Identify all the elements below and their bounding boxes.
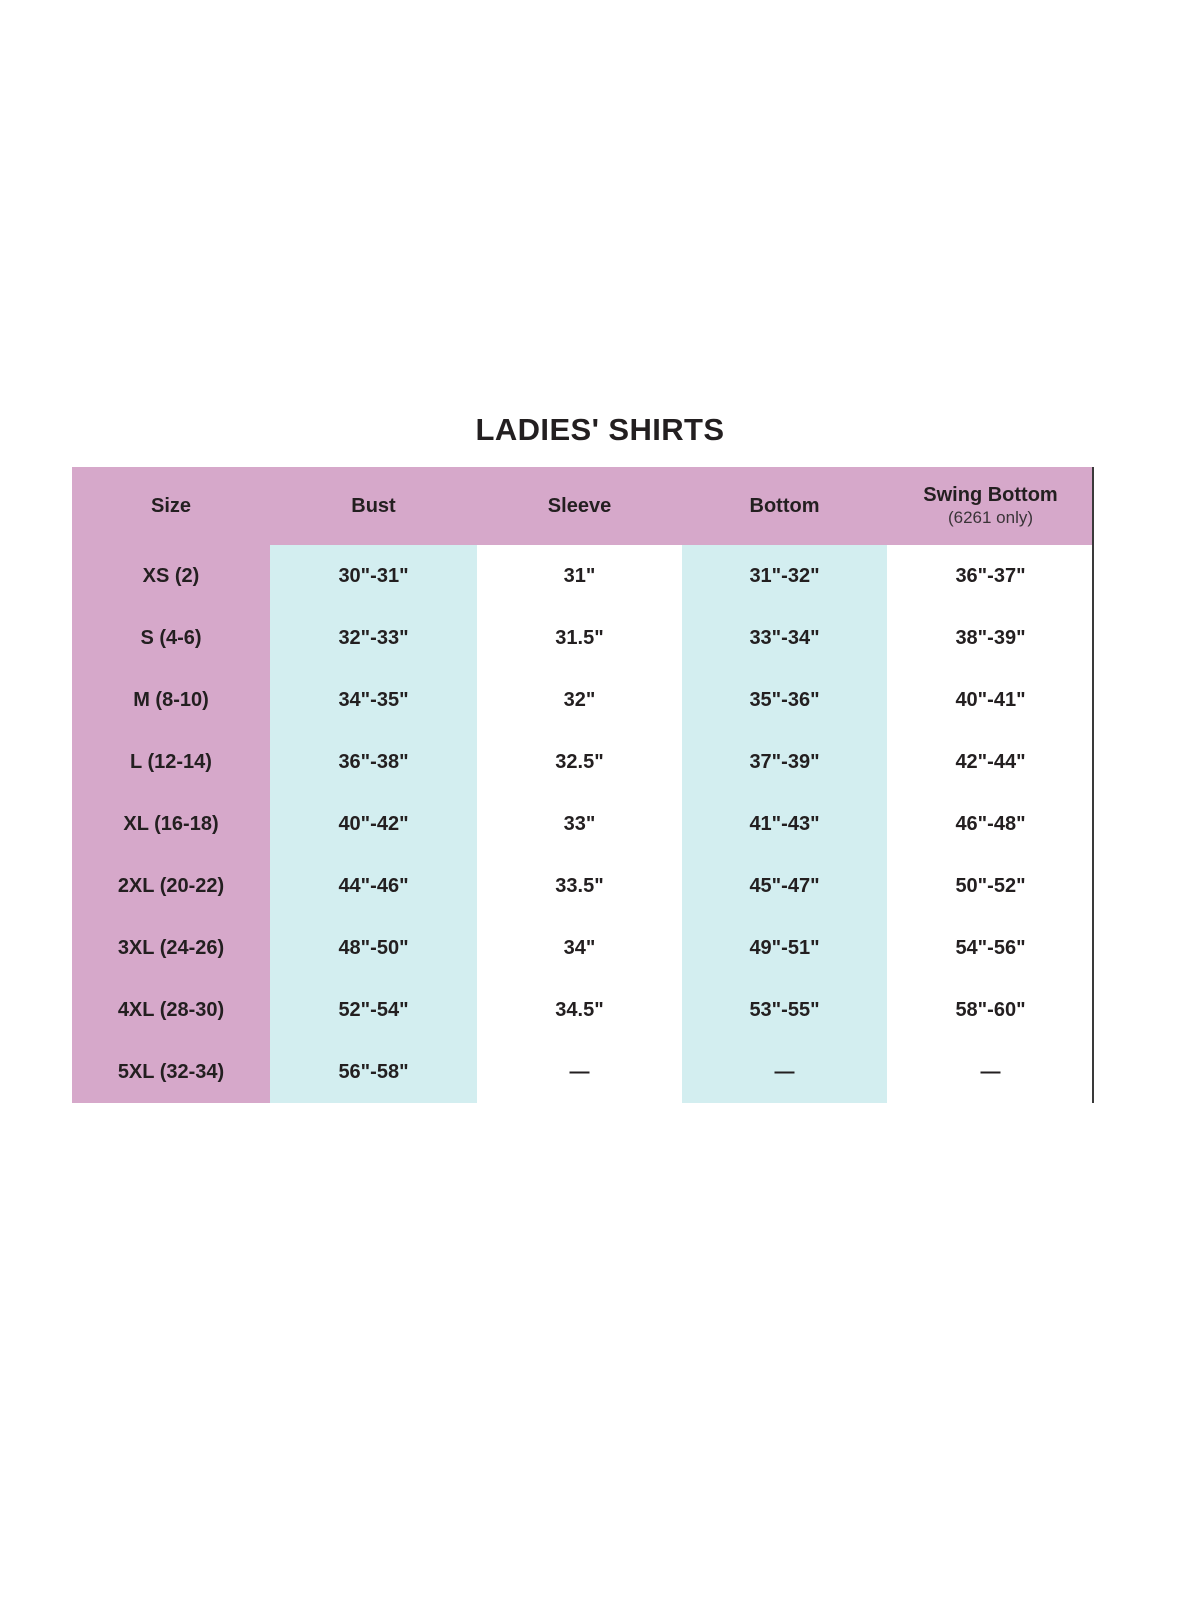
cell-size: 5XL (32-34) [72,1041,270,1103]
table-body [72,545,1094,1103]
cell-bottom: — [682,1041,887,1103]
cell-bottom: 49"-51" [682,917,887,979]
table-header [72,467,1094,545]
cell-size: M (8-10) [72,669,270,731]
cell-swing-bottom: 54"-56" [887,917,1094,979]
table-row [72,731,1094,793]
cell-sleeve: 31.5" [477,607,682,669]
table-row [72,669,1094,731]
table-row [72,1041,1094,1103]
table-row [72,545,1094,607]
table-row [72,855,1094,917]
cell-size: S (4-6) [72,607,270,669]
cell-swing-bottom: 40"-41" [887,669,1094,731]
column-header-bottom-label: Bottom [749,494,820,517]
cell-bottom: 37"-39" [682,731,887,793]
cell-bust: 40"-42" [270,793,477,855]
cell-bust: 32"-33" [270,607,477,669]
table-row [72,917,1094,979]
cell-sleeve: 32" [477,669,682,731]
cell-swing-bottom: 36"-37" [887,545,1094,607]
column-header-sleeve [477,467,682,545]
cell-bottom: 53"-55" [682,979,887,1041]
column-header-bust [270,467,477,545]
column-header-sleeve-label: Sleeve [547,494,612,517]
cell-bust: 56"-58" [270,1041,477,1103]
cell-swing-bottom: 46"-48" [887,793,1094,855]
cell-bottom: 31"-32" [682,545,887,607]
page-title: LADIES' SHIRTS [475,412,725,447]
column-header-size [72,467,270,545]
cell-sleeve: 32.5" [477,731,682,793]
cell-sleeve: 33.5" [477,855,682,917]
cell-bottom: 35"-36" [682,669,887,731]
table-row [72,607,1094,669]
column-header-bust-label: Bust [351,494,396,517]
cell-bust: 48"-50" [270,917,477,979]
size-chart-table [72,467,1094,1103]
cell-size: 3XL (24-26) [72,917,270,979]
cell-swing-bottom: — [887,1041,1094,1103]
cell-swing-bottom: 50"-52" [887,855,1094,917]
cell-size: L (12-14) [72,731,270,793]
cell-swing-bottom: 38"-39" [887,607,1094,669]
column-header-swing-bottom-label: Swing Bottom [923,484,1058,507]
cell-bust: 44"-46" [270,855,477,917]
cell-size: 4XL (28-30) [72,979,270,1041]
column-header-size-label: Size [150,494,192,517]
cell-size: XL (16-18) [72,793,270,855]
cell-bust: 34"-35" [270,669,477,731]
cell-swing-bottom: 58"-60" [887,979,1094,1041]
cell-bottom: 41"-43" [682,793,887,855]
cell-sleeve: 34" [477,917,682,979]
cell-sleeve: 31" [477,545,682,607]
cell-sleeve: 34.5" [477,979,682,1041]
cell-swing-bottom: 42"-44" [887,731,1094,793]
cell-sleeve: 33" [477,793,682,855]
cell-bust: 36"-38" [270,731,477,793]
cell-size: 2XL (20-22) [72,855,270,917]
cell-bust: 30"-31" [270,545,477,607]
table-right-rule [1092,467,1094,1103]
cell-bust: 52"-54" [270,979,477,1041]
cell-size: XS (2) [72,545,270,607]
cell-sleeve: — [477,1041,682,1103]
table-row [72,979,1094,1041]
table-row [72,793,1094,855]
cell-bottom: 33"-34" [682,607,887,669]
column-header-swing-bottom-note: (6261 only) [947,508,1034,528]
size-chart-table-wrapper [72,467,1094,1103]
cell-bottom: 45"-47" [682,855,887,917]
column-header-swing-bottom [887,467,1094,545]
column-header-bottom [682,467,887,545]
table-header-row [72,467,1094,545]
